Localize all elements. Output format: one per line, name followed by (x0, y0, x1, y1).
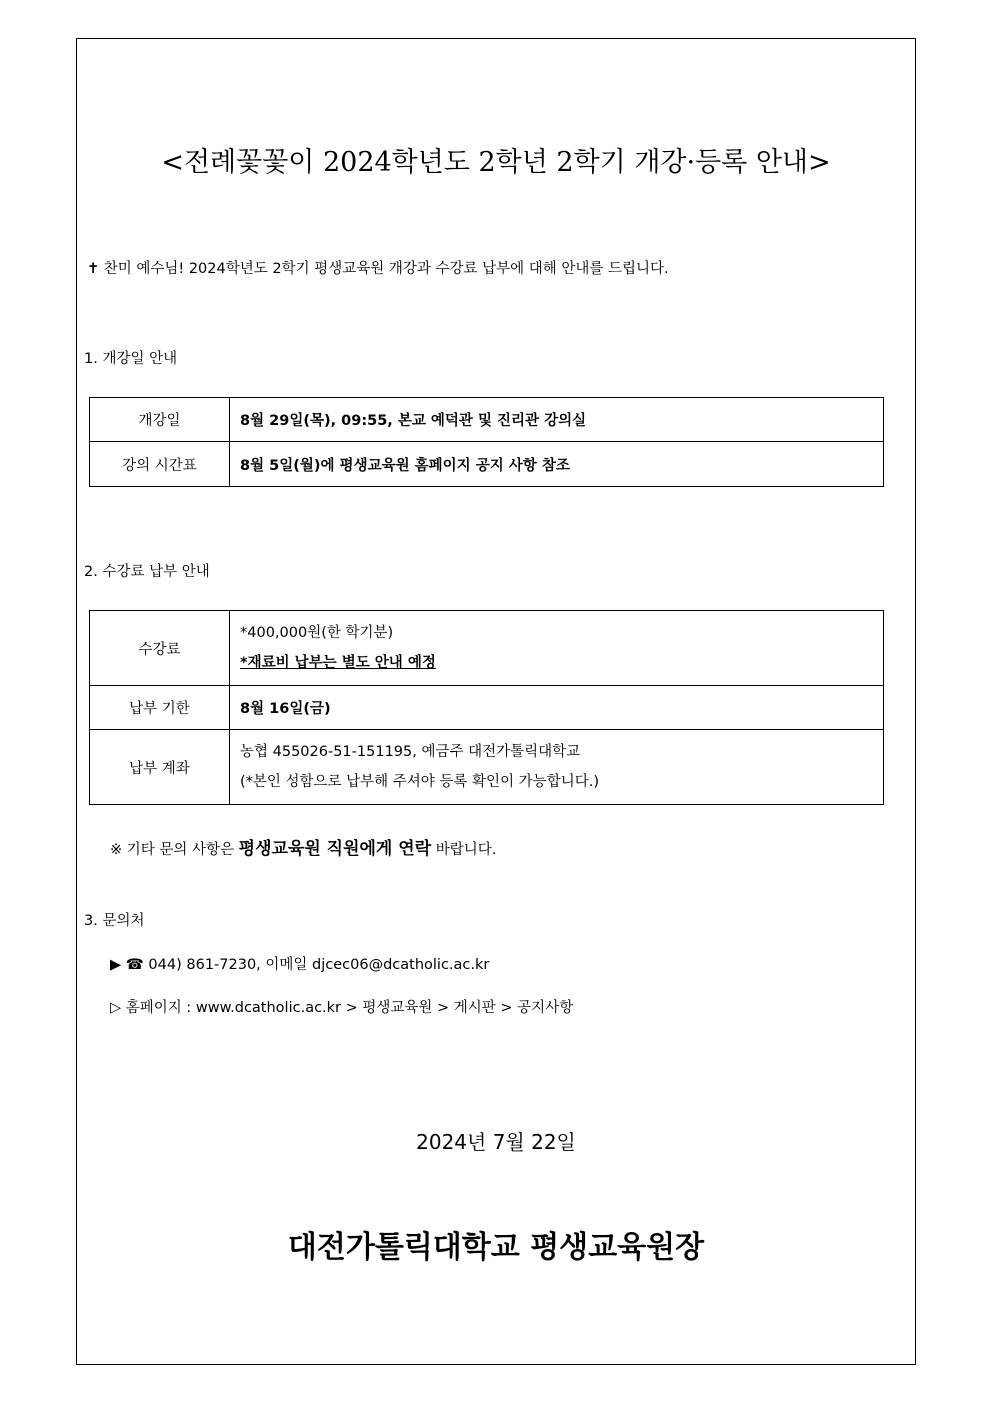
section3-heading: 3. 문의처 (84, 913, 145, 929)
greeting-text: ✝ 찬미 예수님! 2024학년도 2학기 평생교육원 개강과 수강료 납부에 대해 안내를 드립니다. (87, 261, 669, 277)
section1-heading: 1. 개강일 안내 (84, 351, 178, 367)
fee-label: 수강료 (90, 611, 230, 686)
opening-date-label: 개강일 (90, 398, 230, 442)
contact-homepage: ▷ 홈페이지 : www.dcatholic.ac.kr > 평생교육원 > 게시판 > 공지사항 (110, 1000, 574, 1016)
contact-phone: ▶ ☎ 044) 861-7230, 이메일 djcec06@dcatholic.ac.kr (110, 957, 490, 973)
account-cell (230, 730, 884, 805)
opening-date-value: 8월 29일(목), 09:55, 본교 예덕관 및 진리관 강의실 (230, 398, 884, 442)
table-row (90, 398, 884, 442)
signature: 대전가톨릭대학교 평생교육원장 (287, 1230, 705, 1265)
table-row (90, 686, 884, 730)
deadline-label: 납부 기한 (90, 686, 230, 730)
payment-table (89, 610, 884, 805)
table-row (90, 442, 884, 487)
document-title: <전례꽃꽃이 2024학년도 2학년 2학기 개강·등록 안내> (161, 147, 831, 178)
opening-table (89, 397, 884, 487)
inquiry-note (110, 834, 496, 859)
note-emphasis: 평생교육원 직원에게 연락 (238, 839, 432, 859)
table-row (90, 611, 884, 686)
timetable-label: 강의 시간표 (90, 442, 230, 487)
account-note: (*본인 성함으로 납부해 주셔야 등록 확인이 가능합니다.) (240, 774, 599, 790)
note-prefix: ※ 기타 문의 사항은 (110, 842, 239, 858)
fee-amount: *400,000원(한 학기분) (240, 625, 394, 641)
fee-cell (230, 611, 884, 686)
document-date: 2024년 7월 22일 (416, 1130, 576, 1154)
deadline-value: 8월 16일(금) (230, 686, 884, 730)
table-row (90, 730, 884, 805)
account-label: 납부 계좌 (90, 730, 230, 805)
timetable-value: 8월 5일(월)에 평생교육원 홈페이지 공지 사항 참조 (230, 442, 884, 487)
note-suffix: 바랍니다. (431, 842, 497, 858)
account-number: 농협 455026-51-151195, 예금주 대전가톨릭대학교 (240, 744, 581, 760)
material-fee-note: *재료비 납부는 별도 안내 예정 (240, 655, 436, 671)
section2-heading: 2. 수강료 납부 안내 (84, 564, 210, 580)
